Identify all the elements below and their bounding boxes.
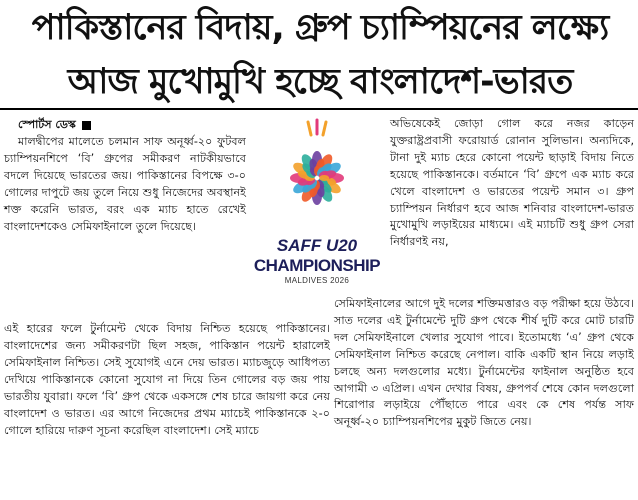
byline-text: স্পোর্টস ডেস্ক <box>18 118 76 131</box>
emblem-petal <box>319 175 329 181</box>
headline-divider <box>0 108 638 110</box>
paragraph-left-lower: এই হারের ফলে টুর্নামেন্ট থেকে বিদায় নিশ্চিত হয়েছে পাকিস্তানের। বাংলাদেশের জন্য সমীকরণটা ছিল সহজ, পাকিস্তান পয়েন্ট হারালেই সেমিফাইনাল নিশ্চিত। সেই সুযোগই এনে দেয় ভারত। ম্যাচজুড়ে আধিপত্য দেখিয়ে পাকিস্তানকে কোনো সুযোগ না দিয়ে তিন গোলের বড় জয় পায় ভারতীয় যুবারা। ফলে ‘বি’ গ্রুপ থেকে একসঙ্গে শেষ চারে জায়গা করে নেয় বাংলাদেশ ও ভারত। এর আগে নিজেদের প্রথম ম্যাচেই পাকিস্তানকে ২-০ গোলে হারিয়ে দারুণ সূচনা করেছিল বাংলাদেশ। সেই ম্যাচে <box>4 322 330 437</box>
paragraph-right: অভিষেকেই জোড়া গোল করে নজর কাড়েন যুক্তরাষ্ট্রপ্রবাসী ফরোয়ার্ড রোনান সুলিভান। অন্যদিকে, টানা দুই ম্যাচ হেরে কোনো পয়েন্ট ছাড়াই বিদায় নিতে হয়েছে পাকিস্তানকে। বর্তমানে ‘বি’ গ্রুপে এক ম্যাচ করে খেলে বাংলাদেশ ও ভারতের পয়েন্ট সমান ৩। গ্রুপ চ্যাম্পিয়ন নির্ধারণ হবে আজ শনিবার বাংলাদেশ-ভারত মুখোমুখি লড়াইয়ের মাধ্যমে। এই ম্যাচটি শুধু গ্রুপ সেরা নির্ধারণই নয়, <box>390 117 634 249</box>
paragraph-intro: মালদ্বীপের মালেতে চলমান সাফ অনূর্ধ্ব-২০ ফুটবল চ্যাম্পিয়নশিপে ‘বি’ গ্রুপের সমীকরণ নাটকীয়ভাবে বদলে দিয়েছে ভারতের জয়। পাকিস্তানের বিপক্ষে ৩-০ গোলের দাপুটে জয় তুলে নিয়ে শুধু নিজেদের অবস্থানই শক্ত করেনি ভারত, বরং এক ম্যাচ হাতে রেখেই বাংলাদেশকেও সেমিফাইনালে তুলে দিয়েছে। <box>4 135 246 233</box>
headline-line-1: পাকিস্তানের বিদায়, গ্রুপ চ্যাম্পিয়নের লক্ষ্যে <box>31 8 609 48</box>
paragraph-bottom: সেমিফাইনালের আগে দুই দলের শক্তিমত্তারও বড় পরীক্ষা হয়ে উঠবে। সাত দলের এই টুর্নামেন্টে দুটি গ্রুপ থেকে শীর্ষ দুটি করে মোট চারটি দল সেমিফাইনালে খেলার সুযোগ পাবে। ইতোমধ্যে ‘এ’ গ্রুপ থেকে সেমিফাইনাল নিশ্চিত করেছে নেপাল। বাকি একটি স্থান নিয়ে লড়াই চলছে অন্য দলগুলোর মধ্যে। টুর্নামেন্টের ফাইনাল অনুষ্ঠিত হবে আগামী ৩ এপ্রিল। এখন দেখার বিষয়, গ্রুপপর্ব শেষে কোন দলগুলো শিরোপার লড়াইয়ে পৌঁছাতে পারে এবং কে শেষ পর্যন্ত সাফ অনূর্ধ্ব-২০ চ্যাম্পিয়নশিপের মুকুট জিতে নেয়। <box>334 297 634 429</box>
logo-venue: MALDIVES 2026 <box>284 276 350 285</box>
logo-saff-u20: SAFF U20 <box>276 236 358 255</box>
flower-emblem-icon <box>250 116 384 236</box>
article-column-bottom <box>334 296 634 431</box>
article-column-left <box>4 134 246 235</box>
headline-line-2: আজ মুখোমুখি হচ্ছে বাংলাদেশ-ভারত <box>67 62 573 102</box>
byline-square-icon <box>82 121 91 130</box>
article-column-right <box>390 116 634 251</box>
tournament-logo <box>250 116 384 296</box>
article-column-left-lower <box>4 320 330 439</box>
logo-championship: CHAMPIONSHIP <box>253 256 381 275</box>
byline <box>18 116 91 135</box>
